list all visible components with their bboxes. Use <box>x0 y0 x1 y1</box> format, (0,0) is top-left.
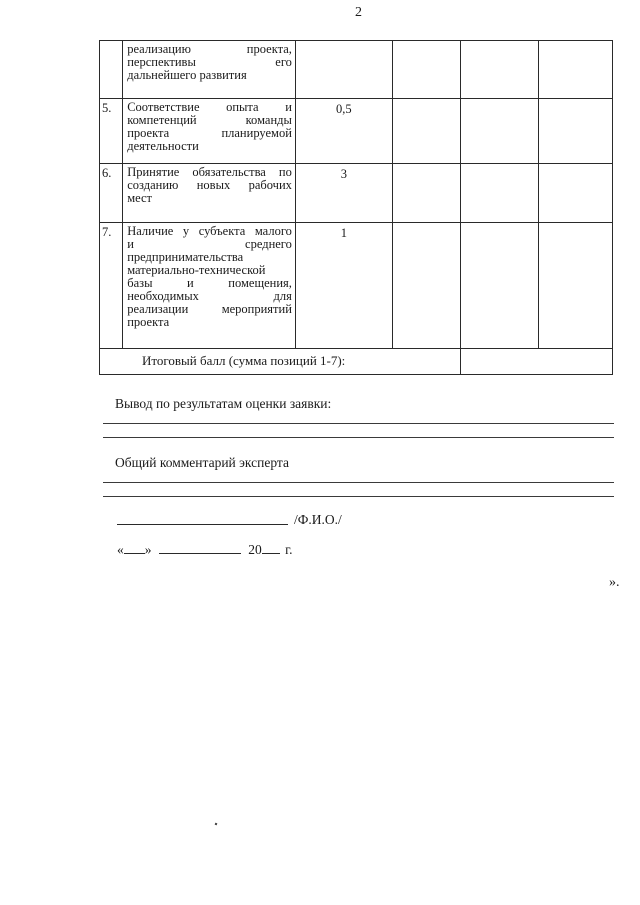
date-close-quote: » <box>144 542 152 557</box>
evaluation-table <box>99 40 613 375</box>
criterion-row <box>100 164 613 223</box>
weighted-score-cell <box>461 164 539 223</box>
page-number: 2 <box>355 5 362 20</box>
criterion-name-line: предпринимательства <box>127 250 244 264</box>
conclusion-line-1 <box>103 423 614 424</box>
comment-line-2 <box>103 496 614 497</box>
date-year-prefix: 20 <box>248 542 262 557</box>
weighted-score-cell <box>461 99 539 164</box>
criterion-name-line: необходимых для <box>127 289 292 303</box>
date-month-blank <box>159 541 241 554</box>
criterion-name-line: и среднего <box>127 237 292 251</box>
total-row <box>100 349 613 375</box>
date-row <box>117 541 293 558</box>
criterion-name-line: Соответствие опыта и <box>127 100 292 114</box>
total-score-cell <box>461 349 613 375</box>
date-year-blank <box>262 541 280 554</box>
conclusion-label: Вывод по результатам оценки заявки: <box>115 396 332 411</box>
criterion-name-line: реализацию проекта, <box>127 42 292 56</box>
comment-line-1 <box>103 482 614 483</box>
criterion-name-line: дальнейшего развития <box>127 68 247 82</box>
expert-score-cell <box>392 99 461 164</box>
comment-label: Общий комментарий эксперта <box>115 455 289 470</box>
criterion-name-line: деятельности <box>127 139 199 153</box>
evaluation-table-body <box>100 41 613 349</box>
criterion-number: 6. <box>100 164 123 223</box>
criterion-name-line: компетенций команды <box>127 113 292 127</box>
total-label: Итоговый балл (сумма позиций 1-7): <box>100 349 461 375</box>
criterion-row <box>100 223 613 349</box>
scan-speck <box>215 823 218 826</box>
criterion-weight <box>295 41 392 99</box>
expert-score-cell <box>392 164 461 223</box>
criterion-name-line: проекта планируемой <box>127 126 292 140</box>
criterion-name-line: материально-технической <box>127 263 266 277</box>
date-day-blank <box>124 541 145 554</box>
criterion-name-line: Принятие обязательства по <box>127 165 292 179</box>
criterion-name-line: реализации мероприятий <box>127 302 292 316</box>
criterion-weight: 0,5 <box>295 99 392 164</box>
criterion-name-line: проекта <box>127 315 170 329</box>
weighted-score-cell <box>461 223 539 349</box>
criterion-name-line: перспективы его <box>127 55 292 69</box>
criterion-name-line: Наличие у субъекта малого <box>127 224 292 238</box>
note-cell <box>539 223 613 349</box>
criterion-row <box>100 99 613 164</box>
note-cell <box>539 99 613 164</box>
criterion-name <box>123 164 296 223</box>
criterion-name-line: базы и помещения, <box>127 276 292 290</box>
criterion-number: 5. <box>100 99 123 164</box>
criterion-number: 7. <box>100 223 123 349</box>
criterion-row <box>100 41 613 99</box>
criterion-name <box>123 223 296 349</box>
signature-label: /Ф.И.О./ <box>294 512 342 527</box>
closing-mark: ». <box>609 575 620 590</box>
expert-score-cell <box>392 223 461 349</box>
criterion-name-line: мест <box>127 191 152 205</box>
note-cell <box>539 164 613 223</box>
weighted-score-cell <box>461 41 539 99</box>
note-cell <box>539 41 613 99</box>
date-year-suffix: г. <box>285 542 293 557</box>
signature-blank <box>117 524 288 525</box>
criterion-weight: 1 <box>295 223 392 349</box>
date-open-quote: « <box>117 542 124 557</box>
criterion-number <box>100 41 123 99</box>
criterion-name-line: созданию новых рабочих <box>127 178 292 192</box>
criterion-name <box>123 41 296 99</box>
criterion-weight: 3 <box>295 164 392 223</box>
conclusion-line-2 <box>103 437 614 438</box>
expert-score-cell <box>392 41 461 99</box>
criterion-name <box>123 99 296 164</box>
